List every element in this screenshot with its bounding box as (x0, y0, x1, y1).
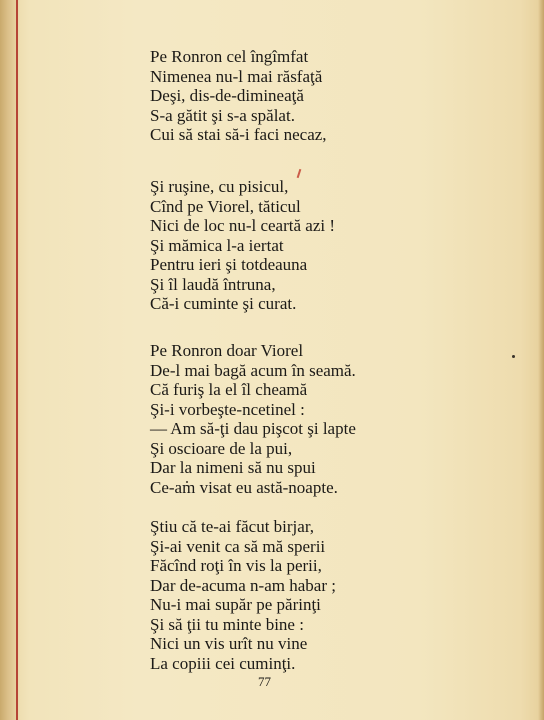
poem-line: Nimenea nu-l mai răsfaţă (150, 66, 323, 86)
poem-line: Nici un vis urît nu vine (150, 634, 308, 653)
poem-line: — Am să-ţi dau pişcot şi lapte (150, 419, 356, 438)
page-speck (512, 355, 515, 358)
poem-line: S-a gătit şi s-a spălat. (150, 105, 295, 125)
poem-line: Dar la nimeni să nu spui (150, 458, 316, 477)
poem-line: Nici de loc nu-l ceartă azi ! (150, 216, 336, 235)
binding-red-line (16, 0, 18, 720)
poem-line: Şi ruşine, cu pisicul, (150, 177, 289, 196)
page-edge-shadow (538, 0, 544, 720)
poem-line: Făcînd roţi în vis la perii, (150, 556, 322, 575)
stanza-1 (150, 47, 327, 145)
poem-line: De-l mai bagă acum în seamă. (150, 360, 356, 380)
poem-line: Pe Ronron doar Viorel (150, 341, 304, 360)
poem-line: Cînd pe Viorel, tăticul (150, 196, 301, 216)
poem-line: Şi mămica l-a iertat (150, 235, 284, 255)
poem-line: Nu-i mai supăr pe părinţi (150, 595, 321, 614)
poem-line: Dar de-acuma n-am habar ; (150, 575, 336, 595)
poem-line: Cui să stai să-i faci necaz, (150, 125, 327, 144)
stanza-3 (150, 341, 356, 497)
poem-line: Ce-am visat eu astă-noapte. (150, 477, 338, 497)
poem-line: Şi să ţii tu minte bine : (150, 614, 304, 634)
poem-line: La copiii cei cuminţi. (150, 653, 296, 673)
stanza-2 (150, 177, 335, 314)
poem-line: Şi oscioare de la pui, (150, 438, 293, 458)
stanza-4 (150, 517, 336, 673)
poem-line: Deşi, dis-de-dimineaţă (150, 86, 304, 105)
poem-line: Pentru ieri şi totdeauna (150, 255, 308, 274)
poem-line: Pe Ronron cel îngîmfat (150, 47, 309, 66)
poem-line: Şi îl laudă întruna, (150, 274, 276, 294)
poem-line: Şi-i vorbeşte-ncetinel : (150, 399, 305, 419)
poem-line: Şi-ai venit ca să mă sperii (150, 536, 326, 556)
page-number: 77 (258, 674, 271, 689)
poem-line: Că furiş la el îl cheamă (150, 380, 308, 399)
poem-line: Ştiu că te-ai făcut birjar, (150, 517, 315, 536)
poem-line: Că-i cuminte şi curat. (150, 294, 297, 313)
